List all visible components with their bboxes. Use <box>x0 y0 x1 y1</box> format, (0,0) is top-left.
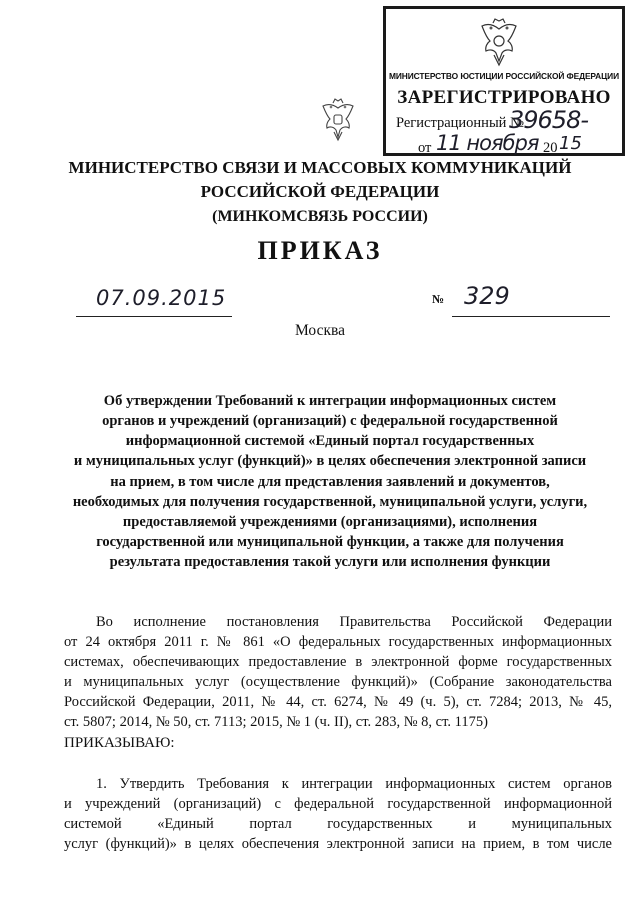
order-date: 07.09.2015 <box>96 286 227 310</box>
stamp-registration-number: 39658- <box>509 106 589 134</box>
order-directive: ПРИКАЗЫВАЮ: <box>64 735 175 751</box>
subject-line: и муниципальных услуг (функций)» в целях обеспечения электронной записи <box>73 453 587 469</box>
preamble-line: и муниципальных услуг (осуществление функций)» (Собрание законодательства <box>64 674 612 690</box>
date-underline <box>76 316 232 317</box>
preamble-line: системах, обеспечивающих предоставление в электронной форме государственных <box>64 654 612 670</box>
number-underline <box>452 316 610 317</box>
preamble-line: ст. 5807; 2014, № 50, ст. 7113; 2015, № 1 (ч. II), ст. 283, № 8, ст. 1175) <box>64 714 488 730</box>
document-title: ПРИКАЗ <box>257 236 383 265</box>
stamp-date-handwritten: 11 ноября <box>436 131 539 155</box>
subject-line: государственной или муниципальной функции, а также для получения <box>96 534 564 550</box>
subject-line: на прием, в том числе для представления заявлений и документов, <box>110 474 550 490</box>
subject-line: Об утверждении Требований к интеграции информационных систем <box>103 393 557 409</box>
item1-line: системой «Единый портал государственных и муниципальных <box>64 816 612 832</box>
stamp-ministry-name: МИНИСТЕРСТВО ЮСТИЦИИ РОССИЙСКОЙ ФЕДЕРАЦИИ <box>389 71 619 81</box>
preamble-line: от 24 октября 2011 г. № 861 «О федеральных государственных информационных <box>64 634 612 650</box>
preamble-line: Российской Федерации, 2011, № 44, ст. 6274, № 49 (ч. 5), ст. 7284; 2013, № 45, <box>64 694 612 710</box>
registration-stamp <box>383 6 625 156</box>
ministry-name-line2: РОССИЙСКОЙ ФЕДЕРАЦИИ <box>200 182 440 201</box>
stamp-date-prefix: от <box>418 140 432 156</box>
stamp-year-prefix: 20 <box>543 140 558 156</box>
double-headed-eagle-icon <box>476 17 522 67</box>
stamp-year-handwritten: 15 <box>559 133 582 154</box>
city: Москва <box>295 322 345 339</box>
subject-line: органов и учреждений (организаций) с федеральной государственной <box>102 413 558 429</box>
subject-line: предоставляемой учреждениями (организациями), исполнения <box>122 514 538 530</box>
order-number: 329 <box>464 282 510 310</box>
item1-line: и учреждений (организаций) с федеральной государственной информационной <box>64 796 612 812</box>
item1-line: 1. Утвердить Требования к интеграции информационных систем органов <box>96 776 612 792</box>
item1-line: услуг (функций)» в целях обеспечения электронной записи на прием, в том числе <box>64 836 612 852</box>
number-sign: № <box>432 292 445 306</box>
subject-line: необходимых для получения государственной, муниципальной услуги, услуги, <box>72 494 588 510</box>
ministry-name-line1: МИНИСТЕРСТВО СВЯЗИ И МАССОВЫХ КОММУНИКАЦИЙ <box>68 158 572 177</box>
subject-line: результата предоставления такой услуги или исполнения функции <box>109 554 551 570</box>
stamp-registration-label: Регистрационный № <box>396 115 524 131</box>
coat-of-arms-icon <box>318 98 358 142</box>
subject-line: информационной системой «Единый портал государственных <box>125 433 535 449</box>
stamp-registered-label: ЗАРЕГИСТРИРОВАНО <box>397 87 611 108</box>
preamble-line: Во исполнение постановления Правительства Российской Федерации <box>96 614 612 630</box>
ministry-short-name: (МИНКОМСВЯЗЬ РОССИИ) <box>212 208 428 225</box>
